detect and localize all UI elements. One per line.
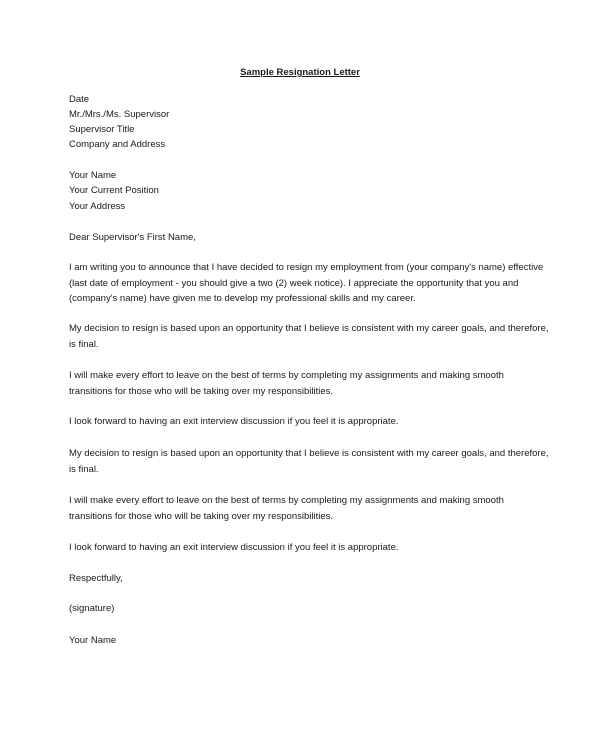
paragraph-line: My decision to resign is based upon an opportunity that I believe is consistent with my career goals, and therefore, [69, 323, 549, 334]
paragraph-line: I look forward to having an exit interview discussion if you feel it is appropriate. [69, 542, 399, 553]
closing: Respectfully, [69, 573, 123, 584]
company-address: Company and Address [69, 139, 166, 150]
supervisor-name: Mr./Mrs./Ms. Supervisor [69, 109, 170, 120]
paragraph-line: (company's name) have given me to develop my professional skills and my career. [69, 293, 416, 304]
paragraph-line: transitions for those who will be taking over my responsibilities. [69, 510, 334, 522]
paragraph-line: is final. [69, 463, 99, 475]
paragraph-line: (last date of employment - you should give a two (2) week notice). I appreciate the opportunity that you and [69, 277, 519, 289]
paragraph-interview [69, 414, 539, 430]
sender-address: Your Address [69, 201, 126, 212]
date-line: Date [69, 94, 90, 105]
paragraph-effort [69, 368, 539, 399]
letter-title: Sample Resignation Letter [240, 67, 360, 78]
paragraph-decision-repeat [69, 446, 549, 477]
paragraph-line: I will make every effort to leave on the best of terms by completing my assignments and making smooth [69, 495, 504, 506]
sender-name: Your Name [69, 170, 117, 181]
signer-name: Your Name [69, 635, 117, 646]
paragraph-effort-repeat [69, 493, 539, 524]
sender-position: Your Current Position [69, 185, 159, 196]
paragraph-line: I will make every effort to leave on the best of terms by completing my assignments and making smooth [69, 370, 504, 381]
paragraph-interview-repeat [69, 540, 539, 556]
supervisor-title: Supervisor Title [69, 124, 135, 135]
paragraph-line: My decision to resign is based upon an opportunity that I believe is consistent with my career goals, and therefore, [69, 448, 549, 459]
paragraph-line: is final. [69, 338, 99, 350]
signature: (signature) [69, 603, 115, 614]
salutation: Dear Supervisor's First Name, [69, 232, 196, 243]
paragraph-line: transitions for those who will be taking over my responsibilities. [69, 385, 334, 397]
paragraph-announcement [69, 260, 544, 307]
paragraph-line: I am writing you to announce that I have decided to resign my employment from (your company's name) effective [69, 262, 544, 273]
paragraph-decision [69, 321, 549, 352]
paragraph-line: I look forward to having an exit interview discussion if you feel it is appropriate. [69, 416, 399, 427]
